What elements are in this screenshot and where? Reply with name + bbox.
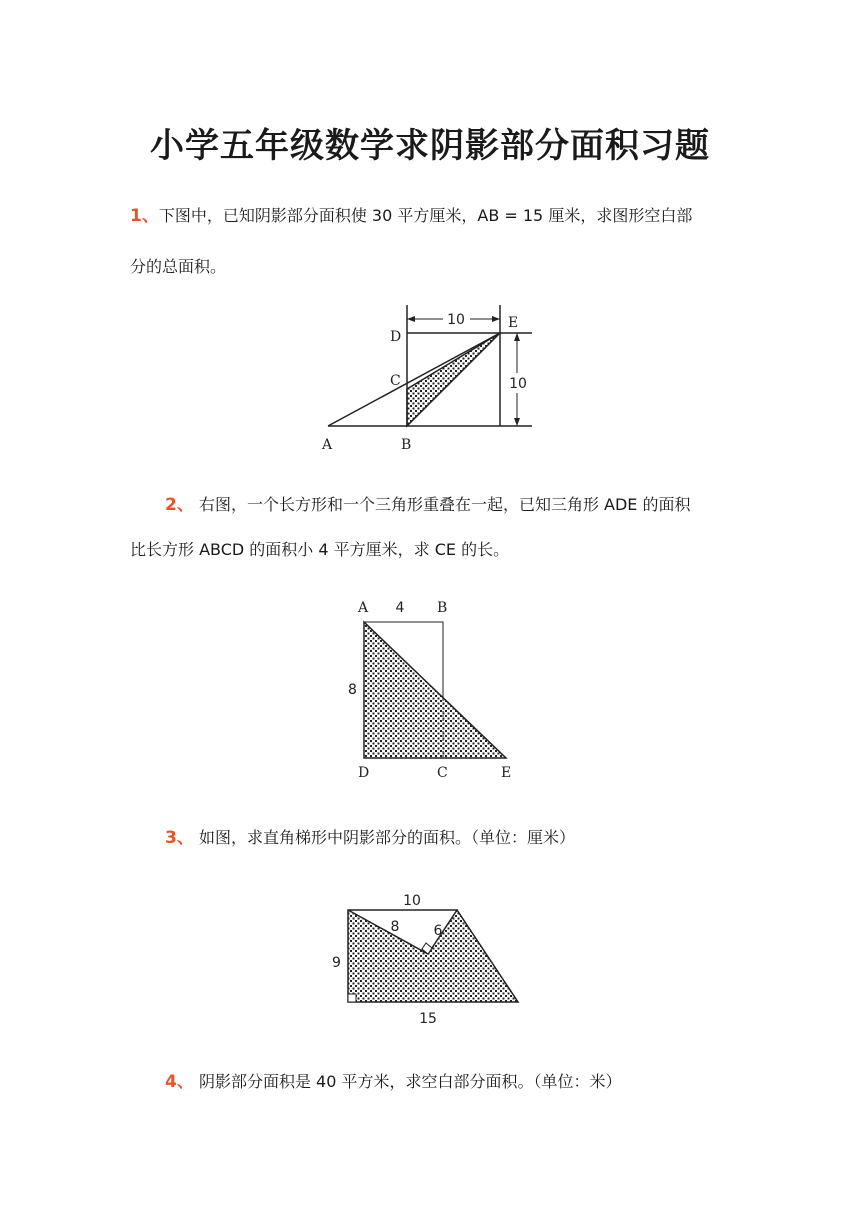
- shaded-triangle: [407, 333, 500, 426]
- figure-1: [310, 295, 550, 460]
- dim-top-label: 4: [395, 600, 405, 616]
- arrow-up-icon: [514, 333, 520, 341]
- question-1-line-2: 分的总面积。: [130, 257, 227, 276]
- question-3-line-1: [165, 812, 575, 864]
- question-4-text: 阴影部分面积是 40 平方米，求空白部分面积。（单位：米）: [198, 1072, 622, 1091]
- label-d: D: [390, 329, 402, 345]
- question-2-number: 2、: [165, 495, 194, 515]
- dim-bottom-label: 15: [419, 1011, 437, 1027]
- page-title: 小学五年级数学求阴影部分面积习题: [150, 126, 710, 166]
- question-2-line-2: 比长方形 ABCD 的面积小 4 平方厘米，求 CE 的长。: [130, 540, 510, 559]
- dim-side-label: 10: [509, 376, 527, 392]
- question-4-line-1: [165, 1056, 621, 1108]
- question-1-line-1: [130, 190, 692, 242]
- label-a: A: [358, 600, 369, 616]
- label-e: E: [508, 315, 519, 331]
- question-1-number: 1、: [130, 206, 159, 226]
- label-b: B: [401, 437, 412, 453]
- arrow-left-icon: [407, 316, 415, 322]
- label-d: D: [358, 765, 370, 781]
- dim-left-label: 9: [332, 955, 341, 971]
- figure-2: [340, 595, 530, 785]
- dim-side-label: 8: [348, 682, 357, 698]
- label-c: C: [437, 765, 448, 781]
- question-1-text: 下图中，已知阴影部分面积使 30 平方厘米，AB = 15 厘米，求图形空白部: [158, 206, 693, 225]
- right-angle-marker-bottom: [348, 994, 356, 1002]
- label-c: C: [390, 373, 401, 389]
- dim-leg1-label: 8: [390, 919, 400, 935]
- figure-3: [320, 885, 530, 1030]
- shaded-triangle-ade: [364, 622, 506, 758]
- question-4-number: 4、: [165, 1072, 194, 1092]
- arrow-right-icon: [492, 316, 500, 322]
- question-3-number: 3、: [165, 828, 194, 848]
- question-2-text: 右图，一个长方形和一个三角形重叠在一起，已知三角形 ADE 的面积: [198, 495, 691, 514]
- dim-leg2-label: 6: [433, 923, 443, 939]
- label-a: A: [322, 437, 333, 453]
- arrow-down-icon: [514, 418, 520, 426]
- dim-top-label: 10: [447, 312, 465, 328]
- question-3-text: 如图，求直角梯形中阴影部分的面积。（单位：厘米）: [198, 828, 575, 847]
- dim-top-label: 10: [403, 893, 421, 909]
- label-e: E: [501, 765, 512, 781]
- label-b: B: [437, 600, 448, 616]
